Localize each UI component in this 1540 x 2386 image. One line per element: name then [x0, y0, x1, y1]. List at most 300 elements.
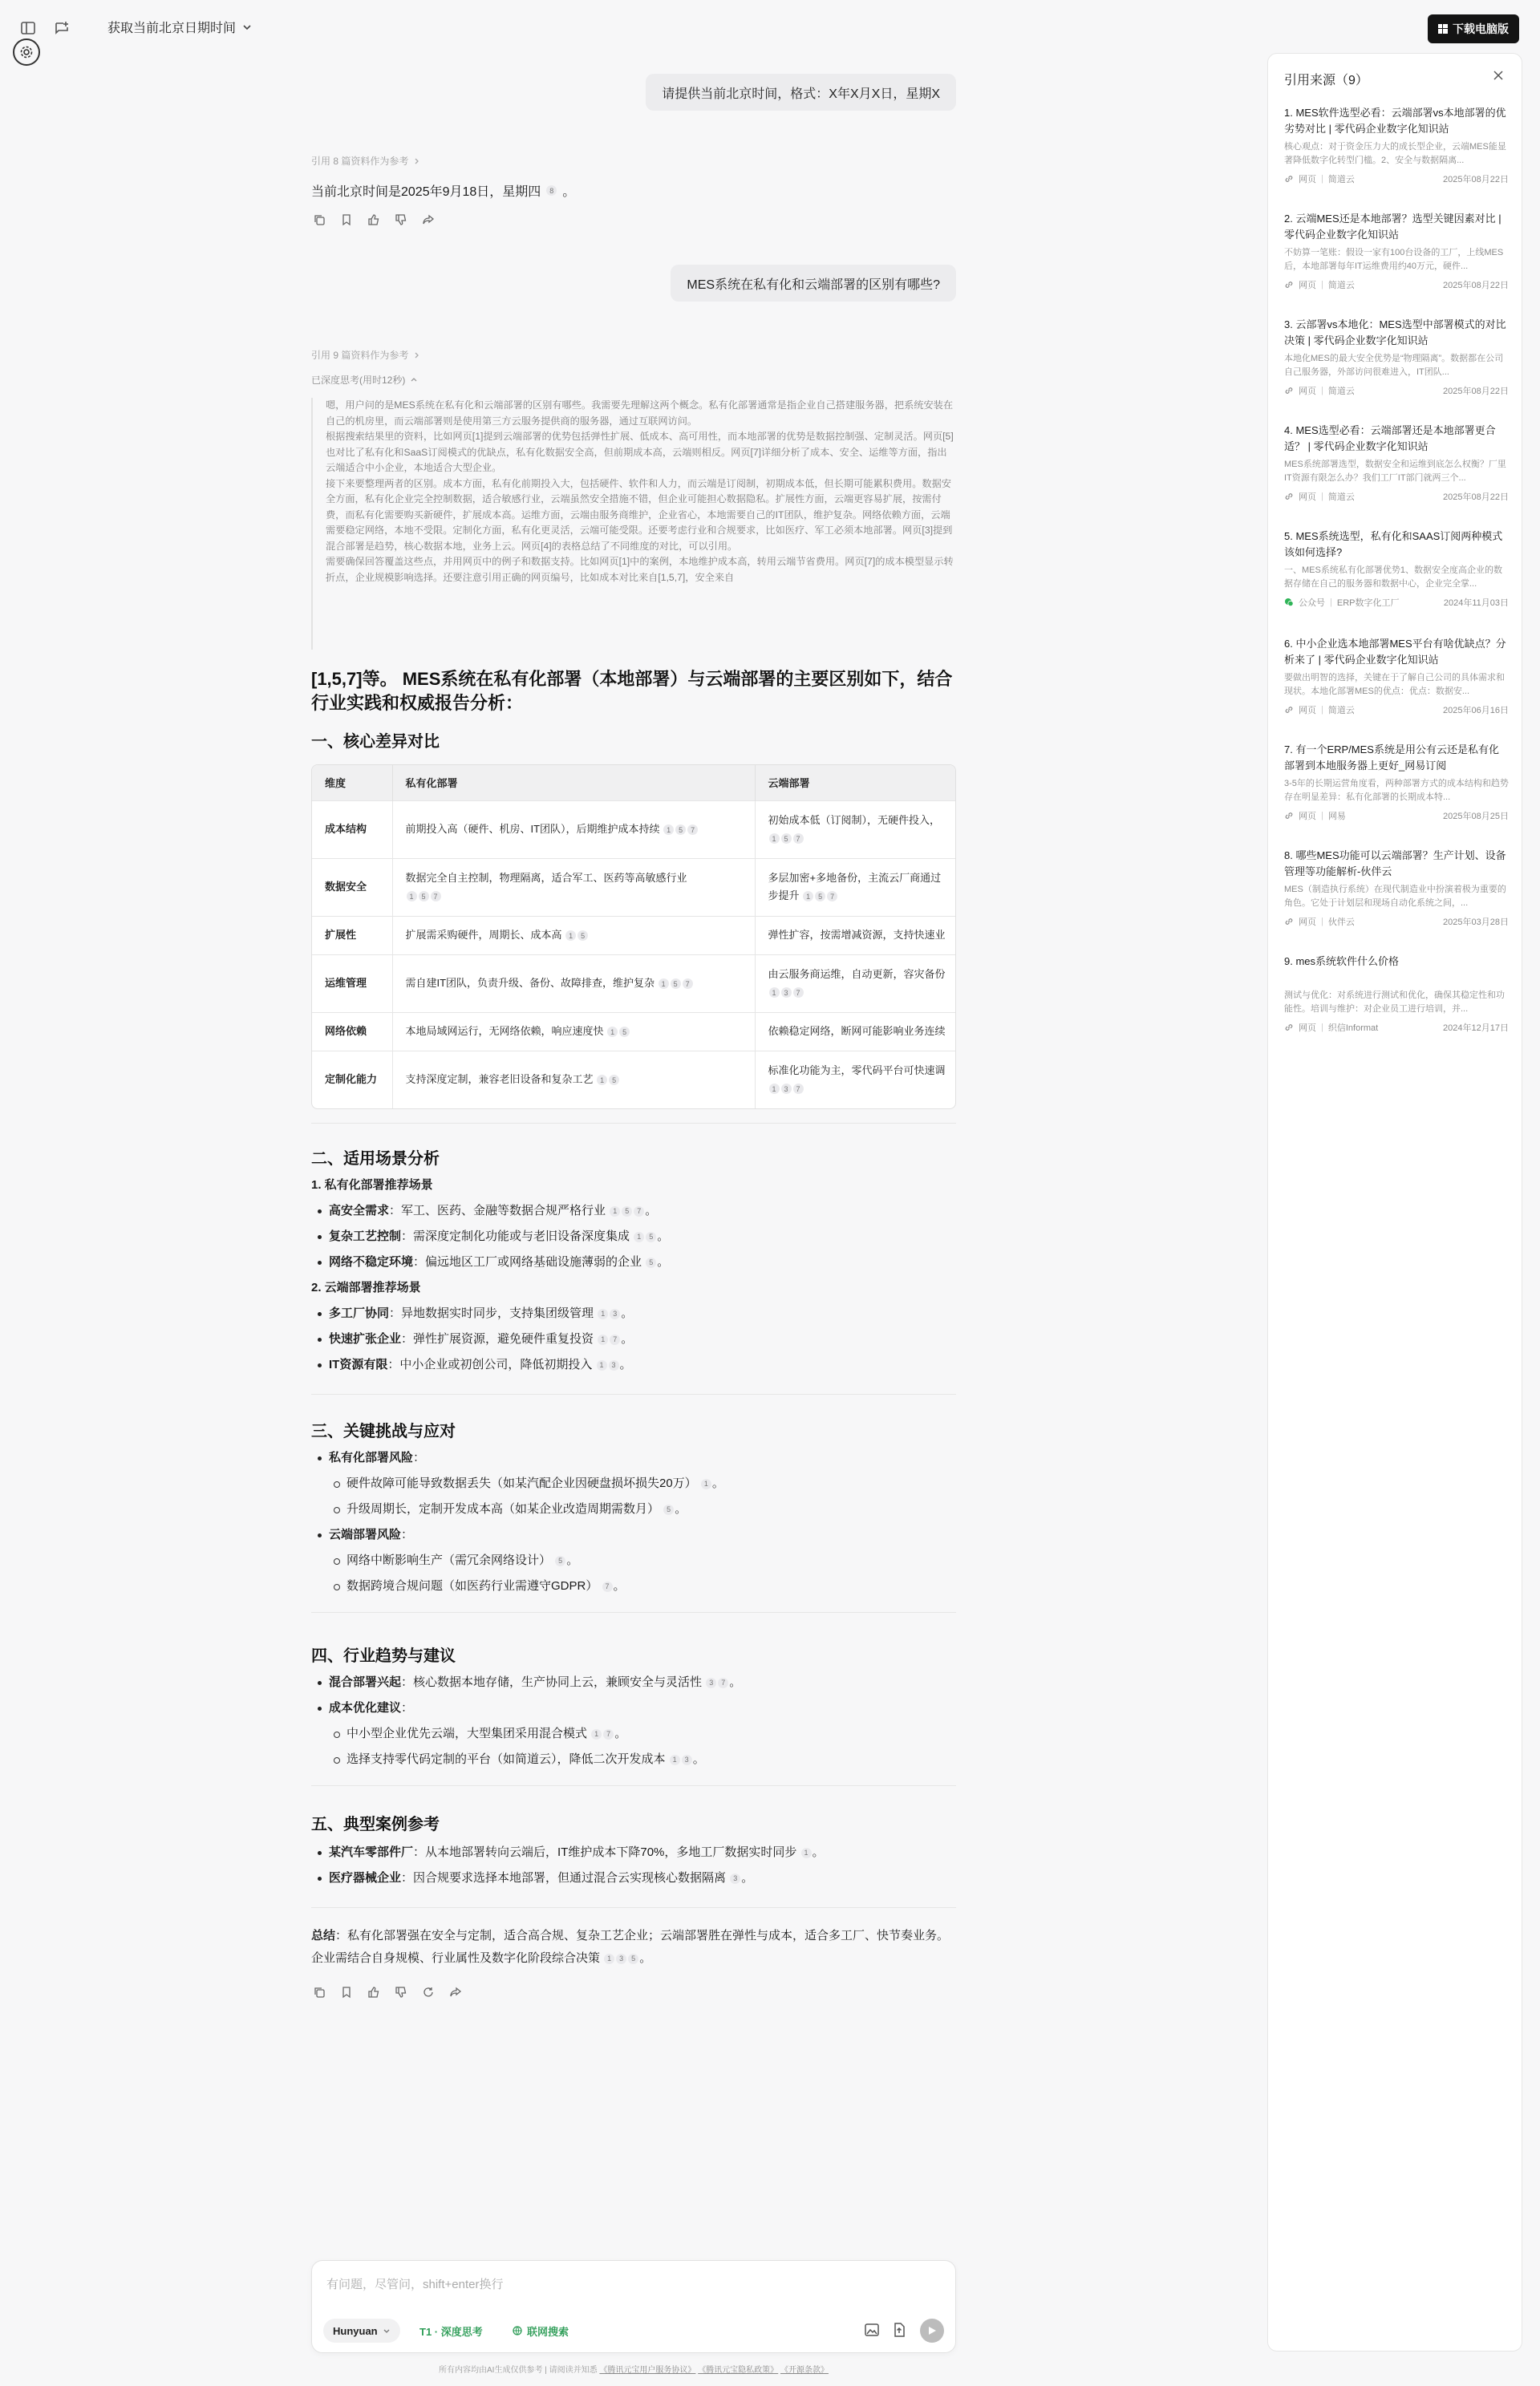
link-icon: [1284, 386, 1294, 395]
citation-badge[interactable]: 1: [701, 1479, 711, 1489]
source-meta: 网页 | 织信Informat 2024年12月17日: [1284, 1021, 1509, 1034]
citation-badge[interactable]: 3: [730, 1874, 740, 1884]
item-end: 。: [614, 1727, 627, 1740]
chat-input-box[interactable]: [311, 2260, 956, 2353]
citation-badge[interactable]: 7: [634, 1206, 644, 1217]
thumbs-down-icon[interactable]: [393, 1984, 409, 2000]
table-cell-cloud: [755, 1051, 956, 1108]
citation-badge[interactable]: 1: [598, 1309, 608, 1319]
list-item: 私有化部署风险：: [311, 1445, 956, 1471]
privacy-policy-link[interactable]: 《腾讯元宝隐私政策》: [698, 2366, 779, 2375]
table-cell-cloud: [755, 858, 956, 916]
open-source-link[interactable]: 《开源条款》: [780, 2366, 829, 2375]
cell-text: 本地局域网运行，无网络依赖，响应速度快: [405, 1025, 604, 1037]
conversation-title[interactable]: [107, 18, 252, 36]
item-end: 。: [711, 1477, 724, 1490]
item-end: 。: [692, 1752, 705, 1766]
answer-heading: [1,5,7]等。 MES系统在私有化部署（本地部署）与云端部署的主要区别如下，结合行业实践和权威报告分析：: [311, 669, 953, 713]
send-icon: [926, 2325, 938, 2336]
source-item[interactable]: [1284, 742, 1509, 822]
list-item: [311, 1497, 956, 1522]
source-type: 网页: [1299, 812, 1316, 821]
citation-badge[interactable]: 5: [622, 1206, 632, 1217]
list-item: [311, 1224, 956, 1250]
list-item: [311, 1471, 956, 1497]
sidebar-toggle-icon[interactable]: [18, 18, 38, 38]
assistant-answer: 当前北京时间是2025年9月18日，星期四 8 。: [311, 181, 575, 200]
list-item: 云端部署风险：: [311, 1522, 956, 1548]
source-site: 织信Informat: [1327, 1023, 1379, 1033]
source-date: 2025年08月22日: [1443, 175, 1509, 184]
citation-badge[interactable]: 8: [546, 185, 557, 196]
item-end: 。: [675, 1502, 687, 1516]
user-message-text: MES系统在私有化和云端部署的区别有哪些?: [687, 277, 940, 292]
table-cell-private: [392, 800, 755, 858]
section-heading: 四、行业趋势与建议: [311, 1647, 456, 1665]
source-site: 网易: [1327, 812, 1346, 821]
chevron-right-icon: [413, 351, 421, 359]
list-item: [311, 1548, 956, 1574]
link-icon: [1284, 492, 1294, 501]
item-key: 医疗器械企业: [329, 1871, 402, 1885]
table-cell-dimension: 扩展性: [312, 916, 392, 954]
citation-badge[interactable]: 3: [610, 1309, 620, 1319]
share-icon[interactable]: [448, 1984, 464, 2000]
item-text: ：弹性扩展资源，避免硬件重复投资: [401, 1332, 594, 1346]
citation-badge[interactable]: 5: [578, 930, 588, 941]
source-snippet: 一、MES系统私有化部署优势1、数据安全度高企业的数据存储在自己的服务器和数据中心，企业完全掌...: [1284, 565, 1502, 589]
thinking-label: 已深度思考(用时12秒): [311, 375, 406, 386]
source-title[interactable]: 9. mes系统软件什么价格: [1284, 955, 1400, 967]
source-type: 网页: [1299, 175, 1316, 184]
citation-badge[interactable]: 1: [598, 1335, 608, 1345]
divider: [311, 1612, 956, 1613]
summary-end: 。: [639, 1951, 652, 1965]
item-text: ：中小企业或初创公司，降低初期投入: [387, 1358, 593, 1371]
item-text: ：因合规要求选择本地部署，但通过混合云实现核心数据隔离: [401, 1871, 727, 1885]
list-item: [311, 1840, 956, 1865]
source-meta: 网页 | 简道云 2025年06月16日: [1284, 703, 1509, 716]
citation-badge[interactable]: 3: [706, 1678, 716, 1688]
thinking-paragraph: 嗯，用户问的是MES系统在私有化和云端部署的区别有哪些。我需要先理解这两个概念。私有化部署通常是指企业自己搭建服务器，把系统安装在自己的机房里，而云端部署则是使用第三方云服务提供商的服务器，通过互联网访问。: [326, 399, 954, 427]
citation-badge[interactable]: 1: [597, 1075, 607, 1085]
item-key: 多工厂协同: [329, 1306, 390, 1320]
item-key: 高安全需求: [329, 1204, 390, 1217]
source-type: 网页: [1299, 706, 1316, 715]
wechat-icon: [1284, 598, 1294, 607]
item-key: 网络不稳定环境: [329, 1255, 414, 1269]
table-header: 维度: [312, 765, 392, 800]
cell-text: 数据完全自主控制，物理隔离，适合军工、医药等高敏感行业: [405, 872, 687, 884]
answer-actions: [311, 1984, 464, 2000]
citation-badge[interactable]: 5: [609, 1075, 619, 1085]
bookmark-icon[interactable]: [338, 1984, 355, 2000]
list-item: [311, 1198, 956, 1224]
chevron-down-icon: [383, 2327, 391, 2335]
source-item[interactable]: [1284, 423, 1509, 503]
globe-icon: [513, 2326, 522, 2335]
citation-badge[interactable]: 3: [609, 1360, 619, 1371]
list-item: [311, 1670, 956, 1695]
footer-text: 所有内容均由AI生成仅供参考 | 请阅读并知悉: [439, 2366, 598, 2375]
conversation-title-text: 获取当前北京日期时间: [107, 22, 237, 35]
item-text: ：需深度定制化功能或与老旧设备深度集成: [401, 1229, 630, 1243]
thinking-paragraph: 需要确保回答覆盖这些点，并用网页中的例子和数据支持。比如网页[1]中的案例，本地维护成本高，转用云端节省费用。网页[7]的成本模型显示转折点，企业规模影响选择。还要注意引用正确的网页编号，比如成本对比来自[1,5,7]，安全来自: [326, 556, 954, 583]
item-end: 。: [729, 1675, 742, 1689]
source-meta: 公众号 | ERP数字化工厂 2024年11月03日: [1284, 596, 1509, 609]
citation-badge[interactable]: 1: [801, 1848, 812, 1858]
citation-badge[interactable]: 1: [659, 978, 669, 989]
citation-badge[interactable]: 5: [419, 891, 429, 901]
share-icon[interactable]: [420, 212, 436, 228]
item-text: 升级周期长，定制开发成本高（如某企业改造周期需数月）: [346, 1502, 660, 1516]
source-title[interactable]: 3. 云部署vs本地化：MES选型中部署模式的对比决策 | 零代码企业数字化知识站: [1284, 318, 1506, 346]
source-item[interactable]: [1284, 211, 1509, 291]
citation-badge[interactable]: 7: [603, 1729, 614, 1740]
citation-badge[interactable]: 5: [619, 1027, 630, 1037]
link-icon: [1284, 1023, 1294, 1032]
item-end: 。: [812, 1845, 825, 1859]
link-icon: [1284, 705, 1294, 715]
item-text: 硬件故障可能导致数据丢失（如某汽配企业因硬盘损坏损失20万）: [346, 1477, 697, 1490]
source-snippet: 3-5年的长期运营角度看，两种部署方式的成本结构和趋势存在明显差异：私有化部署的长期成本特...: [1284, 779, 1509, 802]
source-snippet: 不妨算一笔账：假设一家有100台设备的工厂，上线MES后，本地部署每年IT运维费用约40万元，硬件...: [1284, 248, 1504, 271]
citation-badge[interactable]: 7: [687, 824, 698, 835]
deep-think-label: T1 · 深度思考: [419, 2325, 483, 2338]
source-title[interactable]: 7. 有一个ERP/MES系统是用公有云还是私有化部署到本地服务器上更好_网易订阅: [1284, 743, 1499, 772]
source-snippet: 本地化MES的最大安全优势是“物理隔离”。数据都在公司自己服务器，外部访问很难进入，IT团队...: [1284, 354, 1504, 377]
divider: [311, 1907, 956, 1908]
item-key: 快速扩张企业: [329, 1332, 402, 1346]
citation-badge[interactable]: 3: [616, 1954, 626, 1964]
cell-text: 扩展需采购硬件，周期长、成本高: [405, 929, 562, 941]
source-date: 2025年08月22日: [1443, 492, 1509, 502]
table-header: 云端部署: [755, 765, 956, 800]
cell-text: 步提升: [768, 889, 800, 901]
citation-badge[interactable]: 3: [781, 987, 792, 998]
thumbs-down-icon[interactable]: [393, 212, 409, 228]
citation-badge[interactable]: 1: [610, 1206, 620, 1217]
citation-badge[interactable]: 7: [793, 987, 804, 998]
citation-badge[interactable]: 7: [610, 1335, 620, 1345]
item-end: 。: [613, 1579, 626, 1593]
chevron-down-icon: [242, 22, 252, 32]
cell-text: 标准化功能为主，零代码平台可快速调: [768, 1064, 946, 1077]
source-meta: 网页 | 简道云 2025年08月22日: [1284, 384, 1509, 397]
source-meta: 网页 | 简道云 2025年08月22日: [1284, 490, 1509, 503]
link-icon: [1284, 811, 1294, 820]
item-text: 数据跨境合规问题（如医药行业需遵守GDPR）: [346, 1579, 598, 1593]
item-end: 。: [741, 1871, 754, 1885]
citation-badge[interactable]: 1: [407, 891, 417, 901]
source-date: 2025年06月16日: [1443, 706, 1509, 715]
source-title[interactable]: 2. 云端MES还是本地部署？选型关键因素对比 | 零代码企业数字化知识站: [1284, 213, 1502, 241]
list-item: [311, 1301, 956, 1327]
citation-badge[interactable]: 1: [597, 1360, 607, 1371]
citation-badge[interactable]: 5: [646, 1232, 656, 1242]
citation-badge[interactable]: 7: [683, 978, 693, 989]
source-meta: 网页 | 简道云 2025年08月22日: [1284, 278, 1509, 291]
cell-text: 支持深度定制，兼容老旧设备和复杂工艺: [405, 1073, 594, 1086]
challenges-list: [311, 1445, 956, 1599]
source-site: 伙伴云: [1327, 918, 1355, 927]
download-label: 下载电脑版: [1453, 22, 1509, 35]
chevron-right-icon: [413, 157, 421, 165]
source-item[interactable]: [1284, 317, 1509, 397]
send-button[interactable]: [920, 2319, 944, 2343]
source-item[interactable]: [1284, 636, 1509, 716]
comparison-table: [311, 764, 956, 1109]
citation-badge[interactable]: 5: [781, 833, 792, 844]
table-cell-cloud: 依赖稳定网络，断网可能影响业务连续: [755, 1012, 956, 1051]
copy-icon[interactable]: [311, 1984, 327, 2000]
citation-badge[interactable]: 7: [431, 891, 441, 901]
table-row: [312, 954, 956, 1012]
item-end: 。: [621, 1306, 634, 1320]
source-item[interactable]: [1284, 848, 1509, 928]
source-title[interactable]: 6. 中小企业选本地部署MES平台有啥优缺点？分析来了 | 零代码企业数字化知识站: [1284, 638, 1506, 666]
table-cell-cloud: [755, 954, 956, 1012]
thinking-content: [311, 398, 956, 650]
source-title[interactable]: 4. MES选型必看：云端部署还是本地部署更合适？ | 零代码企业数字化知识站: [1284, 424, 1496, 452]
list-item: [311, 1721, 956, 1747]
citation-badge[interactable]: 5: [628, 1954, 638, 1964]
citation-badge[interactable]: 1: [803, 891, 813, 901]
link-icon: [1284, 917, 1294, 926]
download-desktop-button[interactable]: [1428, 14, 1519, 43]
source-snippet: 要做出明智的选择，关键在于了解自己公司的具体需求和现状。本地化部署MES的优点：优点：数据安...: [1284, 673, 1505, 696]
source-date: 2025年03月28日: [1443, 918, 1509, 927]
sources-title: 引用来源（9）: [1284, 74, 1368, 87]
summary-paragraph: [311, 1925, 956, 1970]
web-search-label: 联网搜索: [527, 2325, 569, 2338]
citation-badge[interactable]: 1: [565, 930, 576, 941]
reference-count[interactable]: [311, 154, 421, 168]
section-heading: 三、关键挑战与应对: [311, 1423, 456, 1440]
item-text: 选择支持零代码定制的平台（如简道云），降低二次开发成本: [346, 1752, 666, 1766]
thinking-toggle[interactable]: [311, 373, 418, 387]
thinking-paragraph: 根据搜索结果里的资料，比如网页[1]提到云端部署的优势包括弹性扩展、低成本、高可用性，而本地部署的优势是数据控制强、定制灵活。网页[5]也对比了私有化和SaaS订阅模式的优缺点，私有化数据安全高，但前期成本高，云端则相反。网页[7]详细分析了成本、安全、运维等方面，指出云端适合中小企业，本地适合大型企业。: [326, 431, 954, 473]
windows-icon: [1438, 24, 1448, 34]
web-search-toggle[interactable]: [503, 2319, 578, 2343]
citation-badge[interactable]: 5: [671, 978, 681, 989]
source-date: 2024年11月03日: [1443, 598, 1509, 608]
source-title[interactable]: 5. MES系统选型，私有化和SAAS订阅两种模式该如何选择?: [1284, 530, 1503, 558]
citation-badge[interactable]: 1: [769, 987, 780, 998]
list-item: [311, 1327, 956, 1352]
citation-badge[interactable]: 7: [718, 1678, 728, 1688]
source-item[interactable]: [1284, 105, 1509, 185]
source-site: 简道云: [1327, 175, 1355, 184]
source-title[interactable]: 8. 哪些MES功能可以云端部署？生产计划、设备管理等功能解析-伙伴云: [1284, 849, 1506, 877]
source-site: 简道云: [1327, 706, 1355, 715]
section-heading: 五、典型案例参考: [311, 1816, 440, 1833]
item-end: 。: [619, 1358, 632, 1371]
image-upload-icon[interactable]: [864, 2322, 881, 2339]
list-subheading: 2. 云端部署推荐场景: [311, 1281, 421, 1294]
citation-badge[interactable]: 3: [682, 1755, 692, 1765]
cell-text: 前期投入高（硬件、机房、IT团队），后期维护成本持续: [405, 823, 660, 835]
answer-actions: [311, 212, 436, 228]
link-icon: [1284, 174, 1294, 184]
item-text: ：军工、医药、金融等数据合规严格行业: [389, 1204, 606, 1217]
top-bar: [0, 0, 1540, 56]
copy-icon[interactable]: [311, 212, 327, 228]
table-cell-dimension: 网络依赖: [312, 1012, 392, 1051]
citation-badge[interactable]: 1: [663, 824, 674, 835]
list-item: [311, 1250, 956, 1275]
table-cell-cloud: [755, 800, 956, 858]
source-snippet: MES系统部署选型，数据安全和运维到底怎么权衡？厂里IT资源有限怎么办？我们工厂IT部门就两三个...: [1284, 460, 1506, 483]
source-type: 公众号: [1299, 598, 1325, 608]
table-cell-private: [392, 858, 755, 916]
item-text: ：从本地部署转向云端后，IT维护成本下降70%，多地工厂数据实时同步: [413, 1845, 797, 1859]
sources-panel: [1267, 53, 1522, 2352]
source-date: 2025年08月22日: [1443, 281, 1509, 290]
table-row: [312, 916, 956, 954]
cell-text: 多层加密+多地备份，主流云厂商通过: [768, 872, 942, 884]
citation-badge[interactable]: 5: [675, 824, 686, 835]
item-key: 云端部署风险: [329, 1528, 402, 1541]
source-item[interactable]: [1284, 954, 1509, 1034]
bookmark-icon[interactable]: [338, 212, 355, 228]
answer-text: 当前北京时间是2025年9月18日，星期四: [311, 185, 541, 199]
item-end: 。: [566, 1554, 579, 1567]
list-item: [311, 1352, 956, 1378]
user-message-text: 请提供当前北京时间，格式：X年X月X日，星期X: [662, 87, 940, 101]
summary-text: ：私有化部署强在安全与定制，适合高合规、复杂工艺企业；云端部署胜在弹性与成本，适合多工厂、快节奏业务。企业需结合自身规模、行业属性及数字化阶段综合决策: [311, 1929, 950, 1965]
model-name: Hunyuan: [333, 2324, 378, 2337]
reference-count-text: 引用 8 篇资料作为参考: [311, 156, 409, 167]
scenario-list: [311, 1173, 956, 1378]
thinking-paragraph: 接下来要整理两者的区别。成本方面，私有化前期投入大，包括硬件、软件和人力，而云端是订阅制，初期成本低，但长期可能累积费用。数据安全方面，私有化企业完全控制数据，适合敏感行业，云端虽然安全措施不错，但企业可能担心数据隐私。扩展性方面，云端更容易扩展，按需付费，而私有化需要购买新硬件，扩展成本高。运维方面，云端由服务商维护，企业省心，本地需要自己的IT团队，维护复杂。网络依赖方面，云端需要稳定网络，本地不受限。定制化方面，私有化更灵活，云端可能受限。还要考虑行业和合规要求，比如医疗、军工必须本地部署。网页[3]提到混合部署是趋势，核心数据本地，业务上云。网页[4]的表格总结了不同维度的对比，可以引用。: [326, 477, 953, 552]
table-header-row: [312, 765, 956, 800]
item-key: IT资源有限: [329, 1358, 388, 1371]
source-date: 2025年08月22日: [1443, 387, 1509, 396]
citation-badge[interactable]: 5: [815, 891, 825, 901]
section-heading: 二、适用场景分析: [311, 1150, 440, 1168]
divider: [311, 1785, 956, 1786]
user-agreement-link[interactable]: 《腾讯元宝用户服务协议》: [599, 2366, 696, 2375]
source-type: 网页: [1299, 918, 1316, 927]
close-icon[interactable]: [1493, 70, 1509, 86]
table-row: [312, 800, 956, 858]
table-cell-private: [392, 954, 755, 1012]
citation-badge[interactable]: 3: [781, 1084, 792, 1094]
citation-badge[interactable]: 1: [670, 1755, 680, 1765]
thumbs-up-icon[interactable]: [366, 1984, 382, 2000]
citation-badge[interactable]: 7: [602, 1582, 613, 1592]
table-cell-private: [392, 916, 755, 954]
table-cell-dimension: 成本结构: [312, 800, 392, 858]
source-site: 简道云: [1327, 387, 1355, 396]
reference-count-text: 引用 9 篇资料作为参考: [311, 350, 409, 361]
source-snippet: 核心观点：对于资金压力大的成长型企业，云端MES能显著降低数字化转型门槛。2、安全与数据隔离...: [1284, 142, 1506, 165]
summary-key: 总结: [311, 1929, 336, 1942]
divider: [311, 1394, 956, 1395]
footer-disclaimer: [0, 2363, 1267, 2375]
source-meta: 网页 | 伙伴云 2025年03月28日: [1284, 915, 1509, 928]
citation-badge[interactable]: 1: [607, 1027, 618, 1037]
citation-badge[interactable]: 5: [555, 1556, 565, 1566]
source-type: 网页: [1299, 387, 1316, 396]
cell-text: 初始成本低（订阅制），无硬件投入，: [768, 814, 941, 826]
user-message: [646, 74, 956, 111]
source-snippet: MES（制造执行系统）在现代制造业中扮演着极为重要的角色。它处于计划层和现场自动化系统之间，...: [1284, 885, 1506, 908]
citation-badge[interactable]: 1: [769, 1084, 780, 1094]
table-cell-dimension: 定制化能力: [312, 1051, 392, 1108]
source-type: 网页: [1299, 492, 1316, 502]
list-item: 成本优化建议：: [311, 1695, 956, 1721]
item-end: 。: [657, 1255, 670, 1269]
list-item: [311, 1865, 956, 1891]
citation-badge[interactable]: 5: [663, 1505, 674, 1515]
table-cell-cloud: 弹性扩容，按需增减资源，支持快速业: [755, 916, 956, 954]
source-site: 简道云: [1327, 492, 1355, 502]
item-text: 中小型企业优先云端，大型集团采用混合模式: [346, 1727, 588, 1740]
table-row: [312, 1051, 956, 1108]
item-text: ：偏远地区工厂或网络基础设施薄弱的企业: [413, 1255, 642, 1269]
source-title[interactable]: 1. MES软件选型必看：云端部署vs本地部署的优劣势对比 | 零代码企业数字化知识站: [1284, 107, 1506, 135]
item-text: ：异地数据实时同步，支持集团级管理: [389, 1306, 594, 1320]
list-item: [311, 1574, 956, 1599]
list-subheading: 1. 私有化部署推荐场景: [311, 1178, 433, 1192]
source-meta: 网页 | 网易 2025年08月25日: [1284, 809, 1509, 822]
source-snippet: 测试与优化：对系统进行测试和优化，确保其稳定性和功能性。培训与维护：对企业员工进行培训，并...: [1284, 990, 1505, 1014]
deep-think-toggle[interactable]: [410, 2319, 492, 2343]
cell-text: 需自建IT团队，负责升级、备份、故障排查，维护复杂: [405, 977, 655, 989]
table-cell-dimension: 数据安全: [312, 858, 392, 916]
source-type: 网页: [1299, 1023, 1316, 1033]
trends-list: [311, 1670, 956, 1772]
list-item: [311, 1747, 956, 1772]
new-chat-icon[interactable]: [51, 18, 72, 38]
link-icon: [1284, 280, 1294, 290]
source-item[interactable]: [1284, 529, 1509, 609]
item-key: 混合部署兴起: [329, 1675, 402, 1689]
item-key: 私有化部署风险: [329, 1451, 414, 1464]
item-end: 。: [621, 1332, 634, 1346]
item-key: 成本优化建议: [329, 1701, 402, 1715]
citation-badge[interactable]: 7: [827, 891, 837, 901]
source-site: 简道云: [1327, 281, 1355, 290]
table-cell-private: [392, 1051, 755, 1108]
citation-badge[interactable]: 1: [591, 1729, 602, 1740]
item-key: 某汽车零部件厂: [329, 1845, 414, 1859]
source-meta: 网页 | 简道云 2025年08月22日: [1284, 172, 1509, 185]
divider: [311, 1123, 956, 1124]
file-upload-icon[interactable]: [891, 2322, 909, 2339]
citation-badge[interactable]: 1: [769, 833, 780, 844]
citation-badge[interactable]: 1: [604, 1954, 614, 1964]
thumbs-up-icon[interactable]: [366, 212, 382, 228]
regenerate-icon[interactable]: [420, 1984, 436, 2000]
model-selector[interactable]: [323, 2319, 400, 2343]
item-end: 。: [657, 1229, 670, 1243]
citation-badge[interactable]: 5: [646, 1258, 656, 1268]
citation-badge[interactable]: 7: [793, 833, 804, 844]
item-end: 。: [645, 1204, 658, 1217]
citation-badge[interactable]: 1: [634, 1232, 644, 1242]
reference-count[interactable]: [311, 348, 421, 362]
table-row: [312, 1012, 956, 1051]
settings-gear-icon[interactable]: [13, 38, 40, 66]
citation-badge[interactable]: 7: [793, 1084, 804, 1094]
source-date: 2024年12月17日: [1443, 1023, 1509, 1033]
chat-input-placeholder[interactable]: 有问题，尽管问，shift+enter换行: [326, 2278, 504, 2291]
table-header: 私有化部署: [392, 765, 755, 800]
chevron-up-icon: [410, 376, 418, 384]
